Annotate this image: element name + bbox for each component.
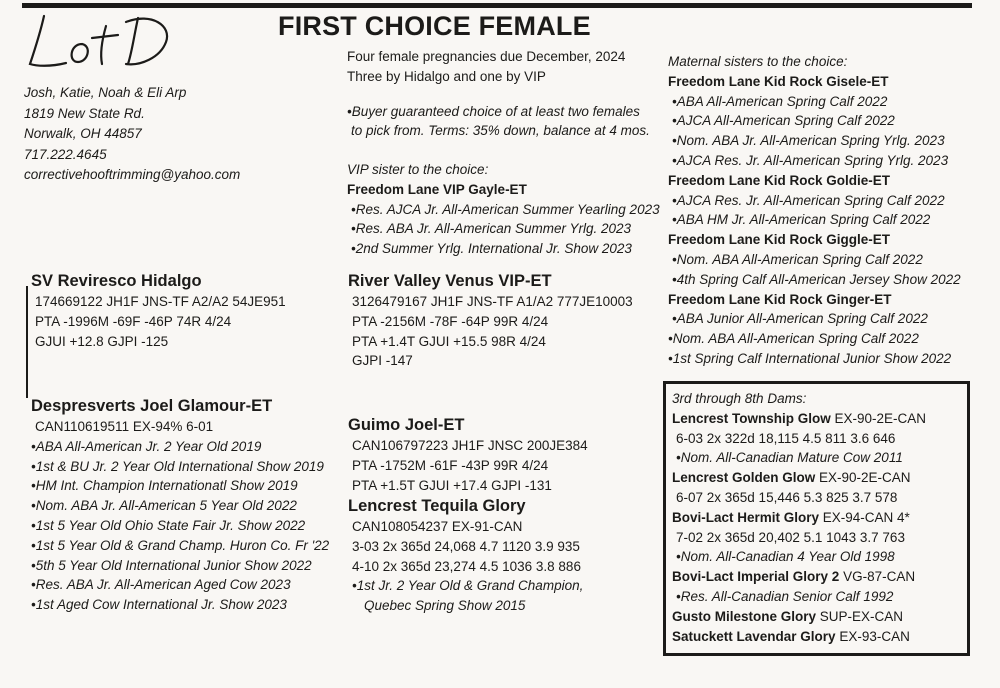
sire-block: [31, 271, 286, 351]
dams-box-content: [672, 389, 926, 646]
section-heading: VIP sister to the choice:: [347, 162, 489, 177]
sire-info-line: PTA -2156M -78F -64P 99R 4/24: [352, 313, 549, 329]
honor-line: •Nom. ABA Jr. All-American 5 Year Old 2022: [31, 498, 297, 514]
dam-classification: VG-87-CAN: [839, 569, 916, 585]
lot-d-logo: [22, 8, 172, 72]
honor-line: •AJCA Res. Jr. All-American Spring Yrlg. 2023: [672, 152, 949, 168]
dam-name: Satuckett Lavendar Glory: [672, 628, 836, 644]
honor-line: •HM Int. Champion Internationatl Show 2019: [31, 478, 298, 494]
honor-line: •Nom. All-Canadian 4 Year Old 1998: [676, 549, 895, 565]
dam-sire-name: Guimo Joel-ET: [348, 416, 465, 434]
production-record: 6-03 2x 322d 18,115 4.5 811 3.6 646: [676, 430, 896, 446]
honor-line: •Res. All-Canadian Senior Calf 1992: [676, 588, 894, 604]
honor-line: •1st 5 Year Old & Grand Champ. Huron Co. Fr '22: [31, 537, 330, 553]
production-record: 7-02 2x 365d 20,402 5.1 1043 3.7 763: [676, 529, 905, 545]
honor-line: •1st 5 Year Old Ohio State Fair Jr. Show 2022: [31, 517, 306, 533]
dam-block: [31, 396, 329, 615]
honor-line: •Res. ABA Jr. All-American Aged Cow 2023: [31, 577, 291, 593]
offer-line: Four female pregnancies due December, 2024: [347, 49, 626, 64]
dam-name: Lencrest Township Glow: [672, 410, 831, 426]
sire-info-line: CAN106797223 JH1F JNSC 200JE384: [352, 438, 588, 453]
granddam-registration: CAN108054237 EX-91-CAN: [352, 519, 523, 534]
honor-line: •AJCA All-American Spring Calf 2022: [672, 113, 895, 129]
contact-names: Josh, Katie, Noah & Eli Arp: [24, 85, 187, 100]
sire-info-line: PTA -1752M -61F -43P 99R 4/24: [352, 457, 549, 473]
sire-info-line: 3126479167 JH1F JNS-TF A1/A2 777JE10003: [352, 294, 633, 309]
sister-name: Freedom Lane Kid Rock Gisele-ET: [668, 73, 889, 89]
dam-name: Despresverts Joel Glamour-ET: [31, 397, 273, 415]
contact-block: [24, 83, 240, 186]
dam-entry: [672, 607, 926, 627]
dam-entry: [672, 468, 926, 488]
sire-name: SV Reviresco Hidalgo: [31, 272, 202, 290]
sister-name: Freedom Lane Kid Rock Giggle-ET: [668, 232, 891, 248]
sire-info-line: PTA +1.5T GJUI +17.4 GJPI -131: [352, 477, 552, 493]
production-record: 3-03 2x 365d 24,068 4.7 1120 3.9 935: [352, 538, 580, 554]
honor-line: •ABA All-American Jr. 2 Year Old 2019: [31, 438, 262, 454]
sire-block: [348, 271, 633, 371]
honor-line: •Nom. All-Canadian Mature Cow 2011: [676, 450, 903, 466]
honor-line: •2nd Summer Yrlg. International Jr. Show 2023: [351, 241, 632, 257]
production-record: 4-10 2x 365d 23,274 4.5 1036 3.8 886: [352, 558, 581, 574]
honor-line: •ABA All-American Spring Calf 2022: [672, 93, 888, 109]
dam-entry: [672, 567, 926, 587]
dam-registration: CAN110619511 EX-94% 6-01: [35, 419, 214, 434]
honor-line: •ABA HM Jr. All-American Spring Calf 2022: [672, 212, 931, 228]
offer-line: Three by Hidalgo and one by VIP: [347, 68, 546, 84]
contact-city: Norwalk, OH 44857: [24, 126, 142, 141]
guarantee-line: to pick from. Terms: 35% down, balance at 4 mos.: [351, 123, 650, 139]
dam-classification: EX-94-CAN 4*: [819, 509, 910, 525]
dam-name: Bovi-Lact Hermit Glory: [672, 509, 820, 525]
section-heading: Maternal sisters to the choice:: [668, 54, 848, 69]
pedigree-bracket-line: [26, 286, 28, 398]
honor-line: •Nom. ABA Jr. All-American Spring Yrlg. 2023: [672, 133, 945, 149]
sire-info-line: PTA +1.4T GJUI +15.5 98R 4/24: [352, 333, 546, 349]
honor-line: •Res. ABA Jr. All-American Summer Yrlg. 2023: [351, 221, 632, 237]
honor-line: •1st Jr. 2 Year Old & Grand Champion,: [352, 578, 584, 594]
dam-name: Gusto Milestone Glory: [672, 608, 817, 624]
production-record: 6-07 2x 365d 15,446 5.3 825 3.7 578: [676, 489, 898, 505]
sire-info-line: PTA -1996M -69F -46P 74R 4/24: [35, 313, 232, 329]
honor-line: •Res. AJCA Jr. All-American Summer Yearling 2023: [351, 201, 660, 217]
maternal-sisters-block: [668, 52, 961, 369]
contact-phone: 717.222.4645: [24, 146, 107, 162]
honor-line: •1st Spring Calf International Junior Show 2022: [668, 350, 952, 366]
offer-block: [347, 47, 650, 141]
honor-line: Quebec Spring Show 2015: [364, 598, 526, 614]
sire-info-line: GJPI -147: [352, 353, 413, 369]
honor-line: •4th Spring Calf All-American Jersey Show 2022: [672, 271, 961, 287]
dam-entry: [672, 508, 926, 528]
sire-info-line: 174669122 JH1F JNS-TF A2/A2 54JE951: [35, 294, 286, 309]
dam-name: Bovi-Lact Imperial Glory 2: [672, 569, 840, 585]
honor-line: •Nom. ABA All-American Spring Calf 2022: [672, 251, 923, 267]
section-heading: 3rd through 8th Dams:: [672, 391, 807, 406]
dam-classification: EX-90-2E-CAN: [830, 410, 927, 426]
dam-sire-block: [348, 415, 588, 495]
honor-line: •ABA Junior All-American Spring Calf 2022: [672, 311, 928, 327]
dam-classification: EX-90-2E-CAN: [815, 470, 911, 486]
sister-name: Freedom Lane Kid Rock Goldie-ET: [668, 172, 891, 188]
contact-email: correctivehooftrimming@yahoo.com: [24, 167, 241, 182]
dam-entry: [672, 409, 926, 429]
sister-name: Freedom Lane Kid Rock Ginger-ET: [668, 291, 892, 307]
honor-line: •1st Aged Cow International Jr. Show 2023: [31, 597, 287, 613]
vip-sister-block: [347, 160, 660, 259]
honor-line: •5th 5 Year Old International Junior Show 2022: [31, 557, 312, 573]
dam-classification: SUP-EX-CAN: [816, 608, 904, 624]
honor-line: •Nom. ABA All-American Spring Calf 2022: [668, 331, 919, 347]
granddam-block: [348, 496, 583, 616]
sister-name: Freedom Lane VIP Gayle-ET: [347, 181, 527, 197]
guarantee-line: •Buyer guaranteed choice of at least two females: [347, 103, 640, 119]
honor-line: •AJCA Res. Jr. All-American Spring Calf 2022: [672, 192, 945, 208]
dam-entry: [672, 627, 926, 647]
sire-info-line: GJUI +12.8 GJPI -125: [35, 333, 169, 349]
dam-name: Lencrest Golden Glow: [672, 470, 816, 486]
granddam-name: Lencrest Tequila Glory: [348, 497, 526, 515]
page-title: FIRST CHOICE FEMALE: [278, 11, 591, 41]
honor-line: •1st & BU Jr. 2 Year Old International Show 2019: [31, 458, 324, 474]
contact-street: 1819 New State Rd.: [24, 105, 145, 121]
dam-classification: EX-93-CAN: [835, 628, 910, 644]
sire-name: River Valley Venus VIP-ET: [348, 272, 552, 290]
